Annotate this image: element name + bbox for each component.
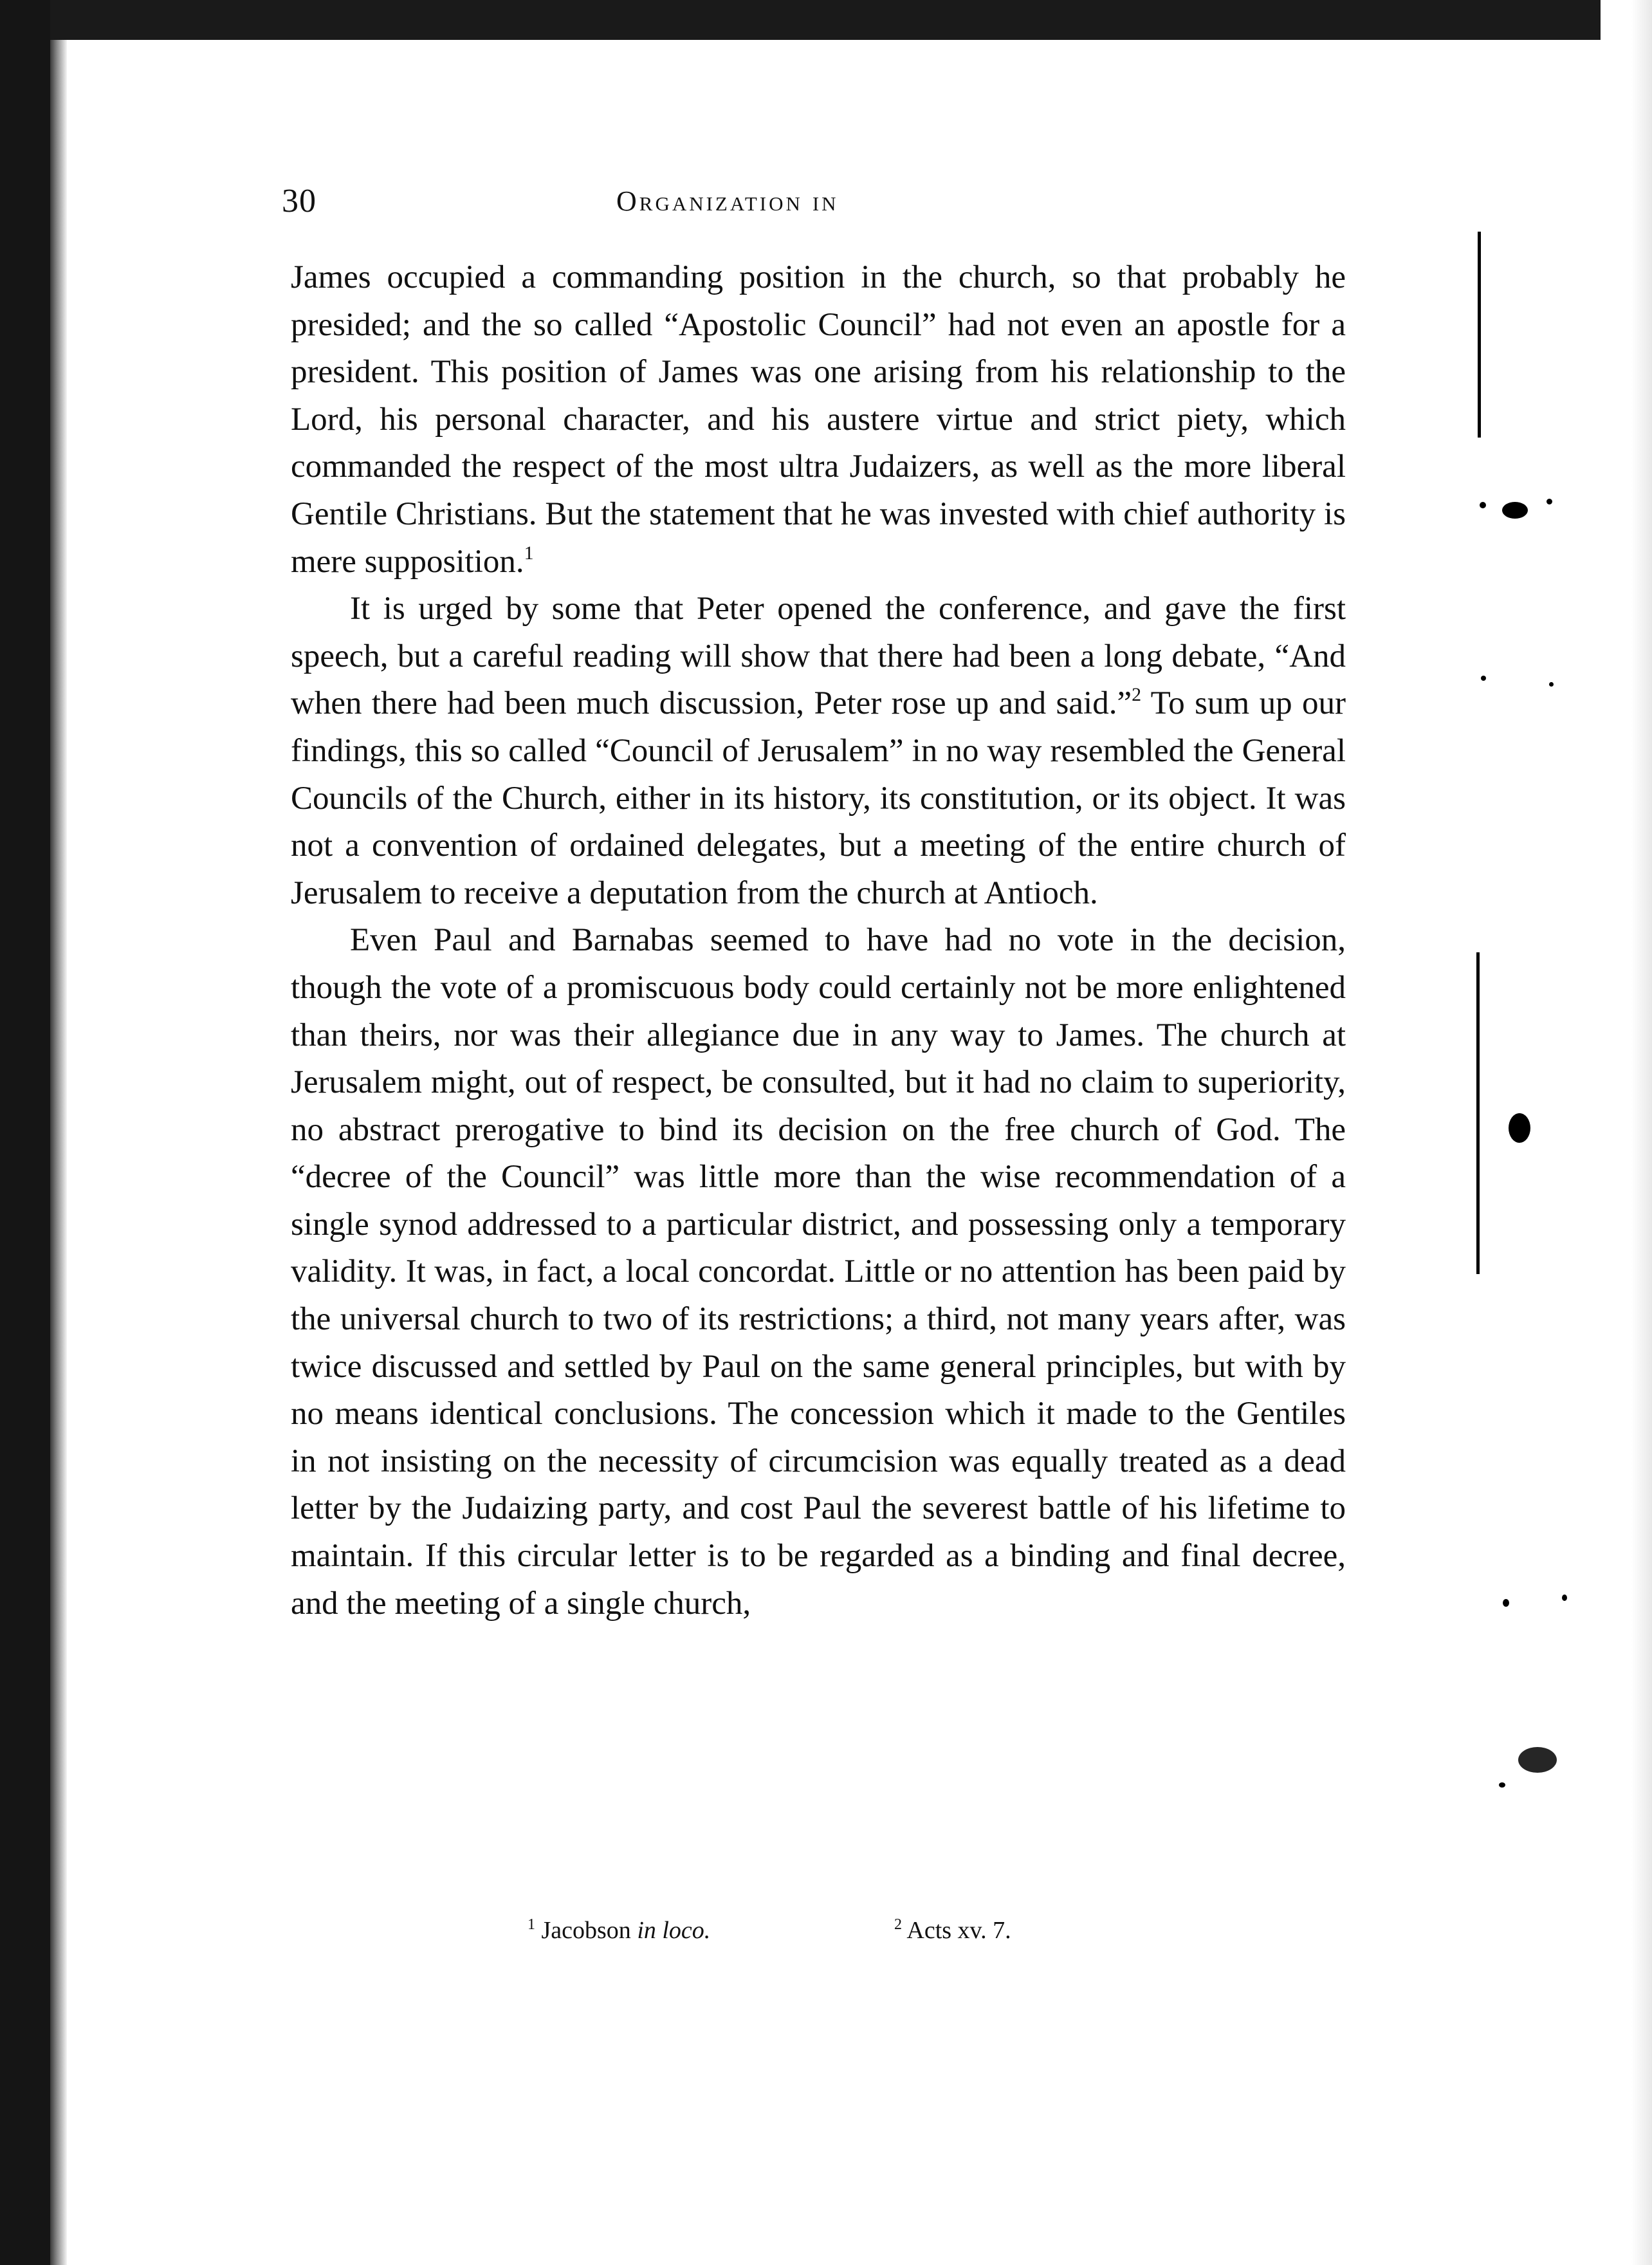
paragraph-text: To sum up our findings, this so called “Council of Jerusalem” in no way resembled the General Councils of the Church, either in its history, its constitution, or its object. It was not a convention of ordained delegates, but a meeting of the entire church of Jerusalem to receive a deputation from the church at Antioch. xyxy=(291,685,1346,911)
footnote-author: Jacobson xyxy=(541,1917,631,1944)
margin-ink-blot xyxy=(1518,1747,1557,1773)
paragraph xyxy=(291,254,1346,586)
margin-ink-speck xyxy=(1562,1595,1567,1601)
margin-ink-blot xyxy=(1509,1113,1530,1143)
footnotes xyxy=(528,1911,1171,1950)
paragraph xyxy=(291,917,1346,1627)
margin-ink-line xyxy=(1476,952,1480,1274)
footnote-marker: 2 xyxy=(894,1916,902,1933)
footnote-2 xyxy=(894,1911,1011,1950)
footnote-reference: 1 xyxy=(524,542,534,564)
paragraph-text: James occupied a commanding position in the church, so that probably he presided; and the so called “Apostolic Council” had not even an apostle for a president. This position of James was one arising from his relationship to the Lord, his personal character, and his austere virtue and strict piety, which commanded the respect of the most ultra Judaizers, as well as the more liberal Gentile Christians. But the statement that he was invested with chief authority is mere supposition. xyxy=(291,259,1346,580)
scan-border-right xyxy=(1601,0,1652,2265)
paragraph xyxy=(291,586,1346,917)
margin-ink-blot xyxy=(1502,502,1528,519)
footnote-marker: 1 xyxy=(528,1916,535,1933)
footnote-1 xyxy=(528,1911,710,1950)
body-text xyxy=(291,254,1346,1627)
footnote-reference: 2 xyxy=(1132,684,1142,706)
margin-ink-speck xyxy=(1481,676,1486,681)
margin-ink-speck xyxy=(1549,682,1554,687)
scan-border-top xyxy=(0,0,1652,40)
scan-border-left xyxy=(0,0,50,2265)
margin-ink-speck xyxy=(1503,1599,1509,1607)
running-head xyxy=(282,179,1350,224)
margin-ink-speck xyxy=(1546,499,1552,504)
book-gutter-shadow xyxy=(50,40,67,2265)
footnote-text: Acts xv. 7. xyxy=(906,1917,1011,1944)
paragraph-text: Even Paul and Barnabas seemed to have had no vote in the decision, though the vote of a promiscuous body could certainly not be more enlightened than theirs, nor was their allegiance due in any way to James. The church at Jerusalem might, out of respect, be consulted, but it had no claim to superiority, no abstract prerogative to bind its decision on the free church of God. The “decree of the Council” was little more than the wise recommendation of a single synod addressed to a particular district, and possessing only a temporary validity. It was, in fact, a local concordat. Little or no attention has been paid by the universal church to two of its restrictions; a third, not many years after, was twice discussed and settled by Paul on the same general principles, but with by no means identical conclusions. The concession which it made to the Gentiles in not insisting on the necessity of circumcision was equally treated as a dead letter by the Judaizing party, and cost Paul the severest battle of his lifetime to maintain. If this circular letter is to be regarded as a binding and final decree, and the meeting of a single church, xyxy=(291,922,1346,1622)
margin-ink-speck xyxy=(1480,502,1486,508)
margin-ink-speck xyxy=(1499,1782,1505,1788)
running-title: Organization in xyxy=(616,185,839,217)
paragraph-text: It is urged by some that Peter opened the conference, and gave the first speech, but a careful reading will show that there had been a long debate, “And when there had been much discussion, Peter rose up and said.” xyxy=(291,591,1346,722)
footnote-reference-text: in loco. xyxy=(637,1917,711,1944)
page-number: 30 xyxy=(282,183,317,219)
margin-ink-line xyxy=(1478,232,1481,438)
